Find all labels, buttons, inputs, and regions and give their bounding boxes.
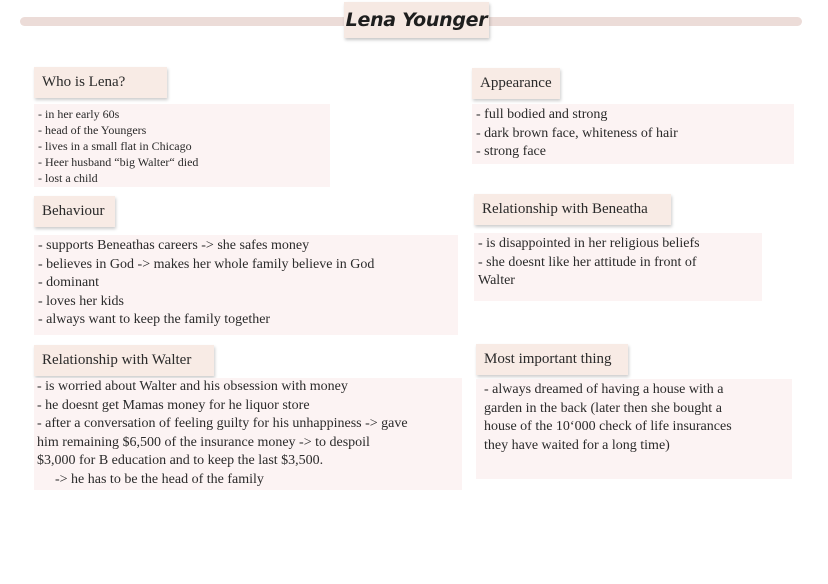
note-line: - is worried about Walter and his obsession with money bbox=[37, 379, 348, 394]
note-line: - supports Beneathas careers -> she safes money bbox=[38, 238, 310, 253]
note-line: they have waited for a long time) bbox=[484, 437, 670, 453]
note-line: - loves her kids bbox=[38, 293, 124, 309]
note-line: - he doesnt get Mamas money for he liquor store bbox=[37, 397, 310, 413]
note-line: - head of the Youngers bbox=[38, 123, 147, 137]
note-line: - she doesnt like her attitude in front of bbox=[478, 254, 697, 270]
most-important-heading: Most important thing bbox=[476, 344, 628, 375]
note-line: garden in the back (later then she bought a bbox=[484, 400, 722, 416]
note-line: - believes in God -> makes her whole family believe in God bbox=[38, 256, 375, 272]
who-is-lena-notes bbox=[34, 104, 330, 187]
note-line: - always want to keep the family together bbox=[38, 312, 271, 327]
behaviour-heading: Behaviour bbox=[34, 196, 115, 227]
who-is-lena-heading: Who is Lena? bbox=[34, 67, 167, 98]
walter-heading: Relationship with Walter bbox=[34, 345, 214, 376]
page-title: Lena Younger bbox=[344, 2, 489, 38]
note-line: Walter bbox=[478, 273, 515, 288]
beneatha-heading: Relationship with Beneatha bbox=[474, 194, 671, 225]
note-line: - lives in a small flat in Chicago bbox=[38, 139, 192, 153]
note-line: - is disappointed in her religious beliefs bbox=[478, 236, 700, 251]
note-line: - Heer husband “big Walter“ died bbox=[38, 155, 199, 169]
most-important-notes bbox=[476, 379, 792, 479]
note-line: - strong face bbox=[476, 144, 546, 159]
appearance-notes bbox=[472, 104, 794, 164]
note-line: - dominant bbox=[38, 275, 100, 290]
note-line: - after a conversation of feeling guilty for his unhappiness -> gave bbox=[37, 416, 408, 431]
note-line: house of the 10‘000 check of life insurances bbox=[484, 419, 732, 434]
note-line: him remaining $6,500 of the insurance money -> to despoil bbox=[37, 434, 370, 450]
note-line: - lost a child bbox=[38, 171, 98, 185]
note-line: - always dreamed of having a house with a bbox=[484, 382, 724, 397]
behaviour-notes bbox=[34, 235, 458, 335]
note-line: - in her early 60s bbox=[38, 107, 120, 121]
walter-notes bbox=[34, 378, 462, 490]
note-line: - dark brown face, whiteness of hair bbox=[476, 125, 678, 141]
note-line: - full bodied and strong bbox=[476, 107, 608, 122]
appearance-heading: Appearance bbox=[472, 68, 560, 99]
beneatha-notes bbox=[474, 233, 762, 301]
note-line: -> he has to be the head of the family bbox=[55, 471, 264, 487]
note-line: $3,000 for B education and to keep the last $3,500. bbox=[37, 453, 324, 468]
